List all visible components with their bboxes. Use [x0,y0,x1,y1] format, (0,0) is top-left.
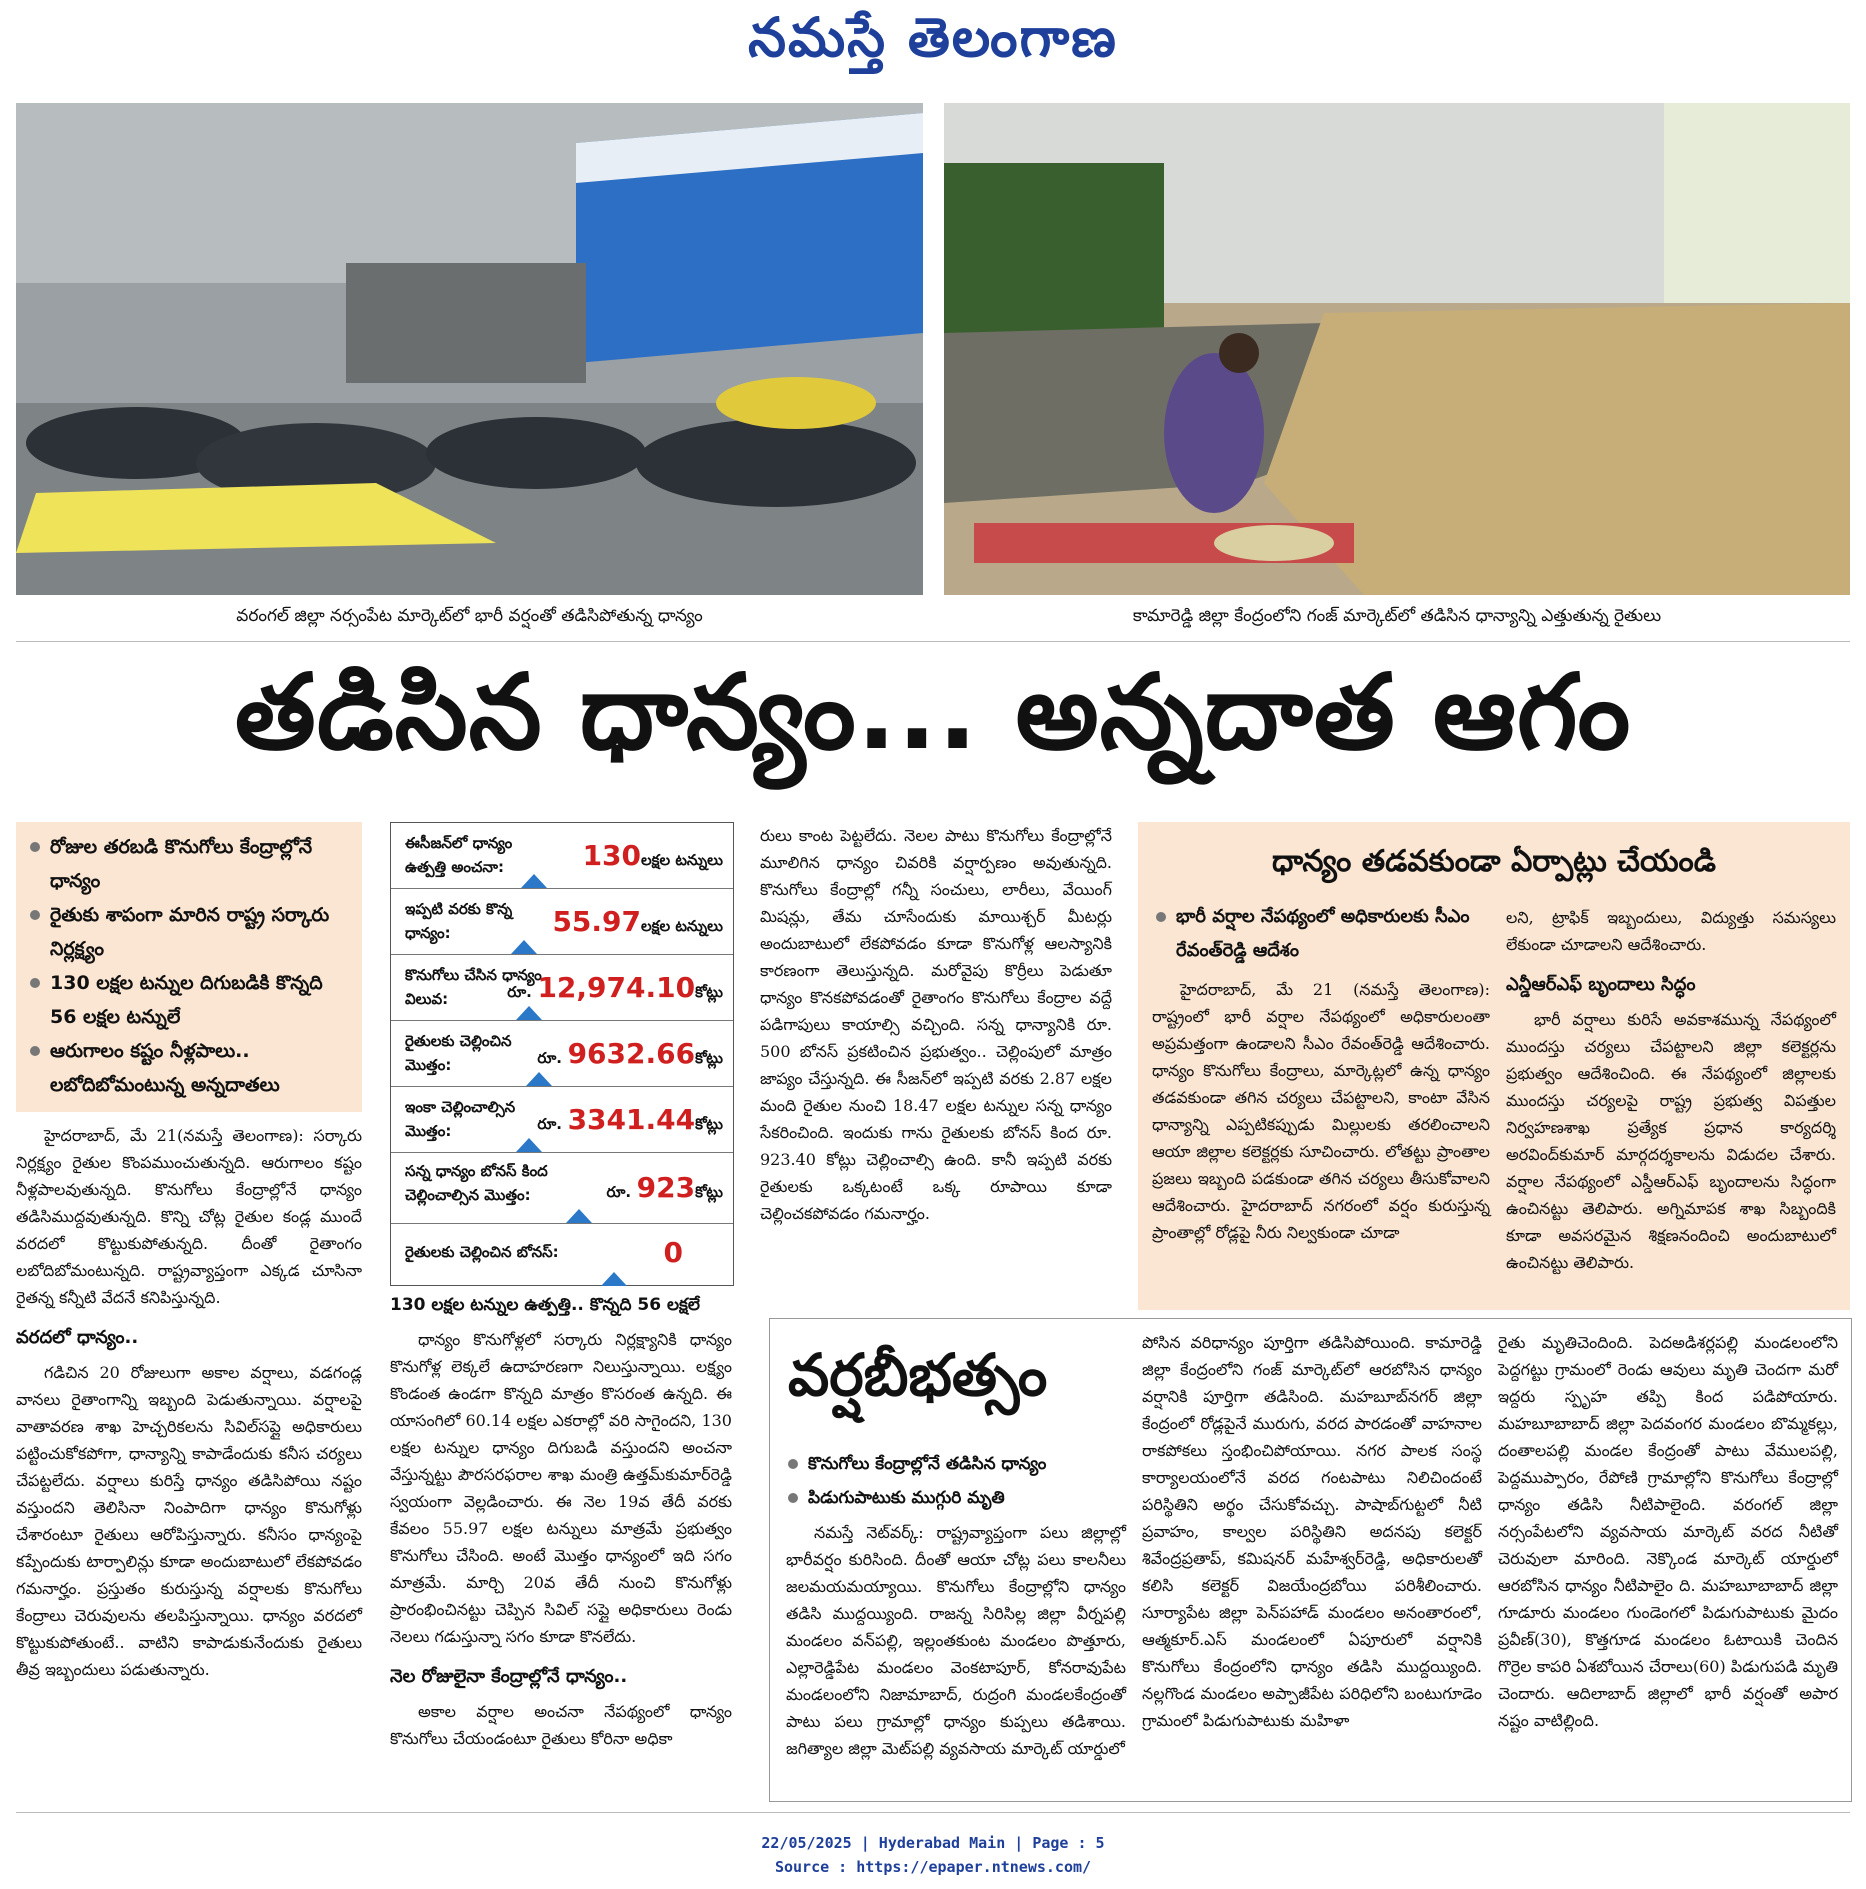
stat-unit: లక్షల టన్నులు [641,917,723,935]
stat-value: 55.97 [552,905,642,938]
story-col-a [786,1519,1126,1762]
stat-value: 3341.44 [567,1103,696,1136]
highlight-item: 130 లక్షల టన్నుల దిగుబడికి కొన్నది 56 లక్షల టన్నులే [26,966,352,1034]
triangle-icon [511,940,537,954]
story-bullet: కొనుగోలు కేంద్రాల్లోనే తడిసిన ధాన్యం [784,1447,1124,1481]
article-col-2 [390,1290,732,1752]
stat-label: కొనుగోలు చేసిన ధాన్యం విలువ: [405,966,542,1008]
stat-unit: లక్షల టన్నులు [641,851,723,869]
footer-date-page: 22/05/2025 | Hyderabad Main | Page : 5 [761,1834,1105,1852]
rain-market-photo [16,103,923,595]
subheading: నెల రోజులైనా కేంద్రాల్లోనే ధాన్యం.. [390,1666,628,1687]
paragraph: హైదరాబాద్, మే 21(నమస్తే తెలంగాణ): సర్కారు నిర్లక్ష్యం రైతుల కొంపముంచుతున్నది. ఆరుగాలం కష్టం నీళ్లపాలవుతున్నది. కొనుగోలు కేంద్రాల్లోనే ధాన్యం తడిసిముద్దవుతున్నది. కొన్ని చోట్ల రైతుల కండ్ల ముందే వరదలో కొట్టుకుపోతున్నది. దీంతో రైతాంగం లబోదిబోమంటున్నది. రాష్ట్రవ్యాప్తంగా ఎక్కడ చూసినా రైతన్న కన్నీటి వేదనే కనిపిస్తున్నది. [16,1126,362,1307]
stat-prefix: రూ. [606,1183,632,1201]
paragraph: అకాల వర్షాల అంచనా నేపథ్యంలో ధాన్యం కొనుగోలు చేయండంటూ రైతులు కోరినా అధికా [390,1702,732,1748]
stats-box [390,822,734,1286]
stat-prefix: రూ. [537,1049,562,1067]
stat-value: 9632.66 [567,1037,696,1070]
subheading: వరదలో ధాన్యం.. [16,1327,139,1348]
stat-label: రైతులకు చెల్లించిన బోనస్: [405,1243,559,1261]
story-title: వర్షబీభత్సం [788,1341,1048,1409]
stat-unit: కోట్లు [695,1115,723,1133]
highlight-item: రైతుకు శాపంగా మారిన రాష్ట్ర సర్కారు నిర్లక్ష్యం [26,898,352,966]
footer-source[interactable]: Source : https://epaper.ntnews.com/ [774,1858,1092,1876]
masthead: నమస్తే తెలంగాణ [748,6,1118,69]
triangle-icon [526,1072,552,1086]
stat-row [391,889,733,955]
stat-row [391,955,733,1021]
highlight-item: రోజుల తరబడి కొనుగోలు కేంద్రాల్లోనే ధాన్యం [26,830,352,898]
stat-prefix: రూ. [507,983,532,1001]
stat-label: రైతులకు చెల్లించిన మొత్తం: [405,1032,512,1074]
story-bullet: పిడుగుపాటుకు ముగ్గురి మృతి [784,1481,1124,1515]
subheading: ఎన్డీఆర్ఎఫ్ బృందాలు సిద్ధం [1506,974,1696,995]
highlight-item: ఆరుగాలం కష్టం నీళ్లపాలు.. లబోదిబోమంటున్న అన్నదాతలు [26,1034,352,1102]
stat-value: 130 [582,839,642,872]
stat-row [391,1224,733,1286]
paragraph: రైతు మృతిచెందింది. పెదఅడిశర్లపల్లి మండలంలోని పెద్దగట్టు గ్రామంలో రెండు ఆవులు మృతి చెందగా మరో ఇద్దరు స్పృహ తప్పి కింద పడిపోయారు. మహబూబాబాద్ జిల్లా పెదవంగర మండలం బొమ్మకల్లు, దంతాలపల్లి మండల కేంద్రంతో పాటు వేములపల్లి, పెద్దముప్పారం, రేపోణి గ్రామాల్లోని కొనుగోలు కేంద్రాల్లో ధాన్యం తడిసి నీటిపాలైంది. వరంగల్ జిల్లా నర్సంపేటలోని వ్యవసాయ మార్కెట్ వరద నీటితో చెరువులా మారింది. నెక్కొండ మార్కెట్ యార్డులో ఆరబోసిన ధాన్యం నీటిపాలైం ది. మహబూబాబాద్ జిల్లా గూడూరు మండలం గుండెంగలో పిడుగుపాటుకు మైదం ప్రవీణ్(30), కొత్తగూడ మండలం ఓటాయికి చెందిన గొర్రెల కాపరి ఏశబోయిన చేరాలు(60) పిడుగుపడి మృతి చెందారు. ఆదిలాబాద్ జిల్లాలో భారీ వర్షంతో అపార నష్టం వాటిల్లింది. [1498,1333,1838,1730]
story-rain-havoc [769,1318,1852,1802]
triangle-icon [516,1138,542,1152]
farmer-grain-photo [944,103,1850,595]
stat-prefix: రూ. [537,1115,562,1133]
stat-row [391,1153,733,1224]
triangle-icon [516,1006,542,1020]
stat-unit: కోట్లు [695,1049,723,1067]
stat-label: సన్న ధాన్యం బోనస్ కింద చెల్లించాల్సిన మొత్తం: [405,1162,548,1204]
photo-caption-left: వరంగల్ జిల్లా నర్సంపేట మార్కెట్‌లో భారీ వర్షంతో తడిసిపోతున్న ధాన్యం [236,606,703,626]
paragraph: హైదరాబాద్, మే 21 (నమస్తే తెలంగాణ): రాష్ట్రంలో భారీ వర్షాల నేపథ్యంలో అధికారులంతా అప్రమత్తంగా ఉండాలని సీఎం రేవంత్‌రెడ్డి ఆదేశించారు. ధాన్యం కొనుగోలు కేంద్రాలు, మార్కెట్లలో ఉన్న ధాన్యం తడవకుండా తగిన చర్యలు చేపట్టాలని, కాంటా వేసిన ధాన్యాన్ని ఎప్పటికప్పుడు మిల్లులకు తరలించాలని ఆయా జిల్లాల కలెక్టర్లకు సూచించారు. లోతట్టు ప్రాంతాల ప్రజలు ఇబ్బంది పడకుండా తగిన చర్యలు తీసుకోవాలని ఆదేశించారు. హైదరాబాద్ నగరంలో వర్షం కురుస్తున్న ప్రాంతాల్లో రోడ్లపై నీరు నిల్వకుండా చూడా [1152,980,1490,1242]
paragraph: గడిచిన 20 రోజులుగా అకాల వర్షాలు, వడగండ్ల వానలు రైతాంగాన్ని ఇబ్బంది పెడుతున్నాయి. వర్షాలపై వాతావరణ శాఖ హెచ్చరికలను సివిల్‌సప్లై అధికారులు పట్టించుకోకపోగా, ధాన్యాన్ని కాపాడేందుకు కనీస చర్యలు చేపట్టలేదు. వర్షాలు కురిస్తే ధాన్యం తడిసిపోయి నష్టం వస్తుందని తెలిసినా నింపాదిగా ధాన్యం కొనుగోళ్లు చేశారంటూ రైతులు ఆరోపిస్తున్నారు. కనీసం ధాన్యంపై కప్పేందుకు టార్పాలిన్లు కూడా అందుబాటులో లేకపోవడం గమనార్హం. ప్రస్తుతం కురుస్తున్న వర్షాలకు కొనుగోలు కేంద్రాలు చెరువులను తలపిస్తున్నాయి. ధాన్యం వరదలో కొట్టుకుపోతుంటే.. వాటిని కాపాడుకునేందుకు రైతులు తీవ్ర ఇబ్బందులు పడుతున్నారు. [16,1363,362,1679]
stat-label: ఈసీజన్‌లో ధాన్యం ఉత్పత్తి అంచనా: [405,834,513,876]
story-col-c [1498,1329,1838,1734]
stat-row [391,1021,733,1087]
paragraph: లని, ట్రాఫిక్ ఇబ్బందులు, విద్యుత్తు సమస్యలు లేకుండా చూడాలని ఆదేశించారు. [1506,908,1836,954]
stat-value: 0 [663,1236,683,1269]
box-bullet: భారీ వర్షాల నేపథ్యంలో అధికారులకు సీఎం రేవంత్‌రెడ్డి ఆదేశం [1152,900,1490,968]
triangle-icon [521,874,547,888]
stat-row [391,1087,733,1153]
main-headline: తడిసిన ధాన్యం... అన్నదాత ఆగం [234,651,1632,773]
stat-row [391,823,733,889]
paragraph: నమస్తే నెట్‌వర్క్: రాష్ట్రవ్యాప్తంగా పలు జిల్లాల్లో భారీవర్షం కురిసింది. దీంతో ఆయా చోట్ల పలు కాలనీలు జలమయమయ్యాయి. కొనుగోలు కేంద్రాల్లోని ధాన్యం తడిసి ముద్దయ్యింది. రాజన్న సిరిసిల్ల జిల్లా వీర్నపల్లి మండలం వన్‌పల్లి, ఇల్లంతకుంట మండలం పొత్తూరు, ఎల్లారెడ్డిపేట మండలం వెంకటాపూర్, కోనరావుపేట మండలంలోని నిజామాబాద్, రుద్రంగి మండలకేంద్రంతో పాటు పలు గ్రామాల్లో ధాన్యం కుప్పలు తడిశాయి. జగిత్యాల జిల్లా మెట్‌పల్లి వ్యవసాయ మార్కెట్ యార్డులో [786,1523,1126,1758]
footer-divider [16,1812,1850,1813]
triangle-icon [601,1272,627,1286]
stat-value: 12,974.10 [537,971,696,1004]
paragraph: రులు కాంట పెట్టలేదు. నెలల పాటు కొనుగోలు కేంద్రాల్లోనే మూలిగిన ధాన్యం చివరికి వర్షార్పణం అవుతున్నది. కొనుగోలు కేంద్రాల్లో గన్నీ సంచులు, లారీలు, వేయింగ్ మిషన్లు, తేమ చూసేందుకు మాయిశ్చర్ మీటర్లు అందుబాటులో లేకపోవడం కూడా కొనుగోళ్ల ఆలస్యానికి కారణంగా తెలుస్తున్నది. మరోవైపు కొర్రీలు పెడుతూ ధాన్యం కొనకపోవడంతో రైతాంగం కొనుగోలు కేంద్రాల వద్దే పడిగాపులు కాయాల్సి వచ్చింది. సన్న ధాన్యానికి రూ. 500 బోనస్ ప్రకటించిన ప్రభుత్వం.. చెల్లింపులో మాత్రం జాప్యం చేస్తున్నది. ఈ సీజన్‌లో ఇప్పటి వరకు 2.87 లక్షల మంది రైతుల నుంచి 18.47 లక్షల టన్నుల సన్న ధాన్యం సేకరించింది. ఇందుకు గాను రైతులకు బోనస్ కింద రూ. 923.40 కోట్లు చెల్లించాల్సి ఉంది. కానీ ఇప్పటి వరకు రైతులకు ఒక్కటంటే ఒక్క రూపాయి కూడా చెల్లించకపోవడం గమనార్హం. [760,826,1112,1223]
highlights-box [16,822,362,1112]
box-title: ధాన్యం తడవకుండా ఏర్పాట్లు చేయండి [1272,844,1716,879]
article-col-3 [760,822,1112,1227]
stat-value: 923 [636,1171,696,1204]
triangle-icon [566,1209,592,1223]
stat-label: ఇప్పటి వరకు కొన్న ధాన్యం: [405,900,513,942]
cm-directive-box [1138,822,1850,1310]
paragraph: పోసిన వరిధాన్యం పూర్తిగా తడిసిపోయింది. కామారెడ్డి జిల్లా కేంద్రంలోని గంజ్ మార్కెట్‌లో ఆరబోసిన ధాన్యం వర్షానికి పూర్తిగా తడిసింది. మహబూబ్‌నగర్ జిల్లా కేంద్రంలో రోడ్లపైనే మురుగు, వరద పారడంతో వాహనాల రాకపోకలు స్తంభించిపోయాయి. నగర పాలక సంస్థ కార్యాలయంలోనే వరద గంటపాటు నిలిచిందంటే పరిస్థితిని అర్థం చేసుకోవచ్చు. పాషాబ్‌గుట్టలో నీటి ప్రవాహం, కాల్వల పరిస్థితిని అదనపు కలెక్టర్ శివేంద్రప్రతాప్, కమిషనర్ మహేశ్వర్‌రెడ్డి, అధికారులతో కలిసి కలెక్టర్ విజయేంద్రబోయి పరిశీలించారు. సూర్యాపేట జిల్లా పెన్‌పహాడ్ మండలం అనంతారంలో, ఆత్మకూర్.ఎస్ మండలంలో ఏపూరులో వర్షానికి కొనుగోలు కేంద్రంలోని ధాన్యం తడిసి ముద్దయ్యింది. నల్లగొండ మండలం అప్పాజీపేట పరిధిలోని బంటుగూడెం గ్రామంలో పిడుగుపాటుకు మహిళా [1142,1333,1482,1730]
paragraph: ధాన్యం కొనుగోళ్లలో సర్కారు నిర్లక్ష్యానికి ధాన్యం కొనుగోళ్ల లెక్కలే ఉదాహరణగా నిలుస్తున్నాయి. లక్ష్యం కొండంత ఉండగా కొన్నది మాత్రం కొసరంత ఉన్నది. ఈ యాసంగిలో 60.14 లక్షల ఎకరాల్లో వరి సాగైందని, 130 లక్షల టన్నుల ధాన్యం దిగుబడి వస్తుందని అంచనా వేస్తున్నట్టు పౌరసరఫరాల శాఖ మంత్రి ఉత్తమ్‌కుమార్‌రెడ్డి స్వయంగా వెల్లడించారు. ఈ నెల 19వ తేదీ వరకు కేవలం 55.97 లక్షల టన్నులు మాత్రమే ప్రభుత్వం కొనుగోలు చేసింది. అంటే మొత్తం ధాన్యంలో ఇది సగం మాత్రమే. మార్చి 20వ తేదీ నుంచి కొనుగోళ్లు ప్రారంభించినట్టు చెప్పిన సివిల్ సప్లై అధికారులు రెండు నెలలు గడుస్తున్నా సగం కూడా కొనలేదు. [390,1330,732,1646]
stat-unit: కోట్లు [695,1183,723,1201]
story-col-b [1142,1329,1482,1734]
photo-warangal-market [16,103,923,595]
photo-kamareddy-market [944,103,1850,595]
stat-label: ఇంకా చెల్లించాల్సిన మొత్తం: [405,1098,516,1140]
divider [16,641,1850,642]
photo-caption-right: కామారెడ్డి జిల్లా కేంద్రంలోని గంజ్ మార్కెట్‌లో తడిసిన ధాన్యాన్ని ఎత్తుతున్న రైతులు [1132,606,1662,626]
article-col-1 [16,1122,362,1683]
subheading: 130 లక్షల టన్నుల ఉత్పత్తి.. కొన్నది 56 లక్షలే [390,1295,700,1315]
paragraph: భారీ వర్షాలు కురిసే అవకాశమున్న నేపథ్యంలో ముందస్తు చర్యలు చేపట్టాలని జిల్లా కలెక్టర్లను ప్రభుత్వం ఆదేశించింది. ఈ నేపథ్యంలో జిల్లాలకు ముందస్తు చర్యలపై రాష్ట్ర ప్రభుత్వ విపత్తుల నిర్వహణశాఖ ప్రత్యేక ప్రధాన కార్యదర్శి అరవింద్‌కుమార్ మార్గదర్శకాలను విడుదల చేశారు. వర్షాల నేపథ్యంలో ఎస్డీఆర్ఎఫ్ బృందాలను సిద్ధంగా ఉంచినట్టు తెలిపారు. అగ్నిమాపక శాఖ సిబ్బందికి కూడా అవసరమైన శిక్షణనందించి అందుబాటులో ఉంచినట్టు తెలిపారు. [1506,1010,1836,1272]
stat-unit: కోట్లు [695,983,723,1001]
